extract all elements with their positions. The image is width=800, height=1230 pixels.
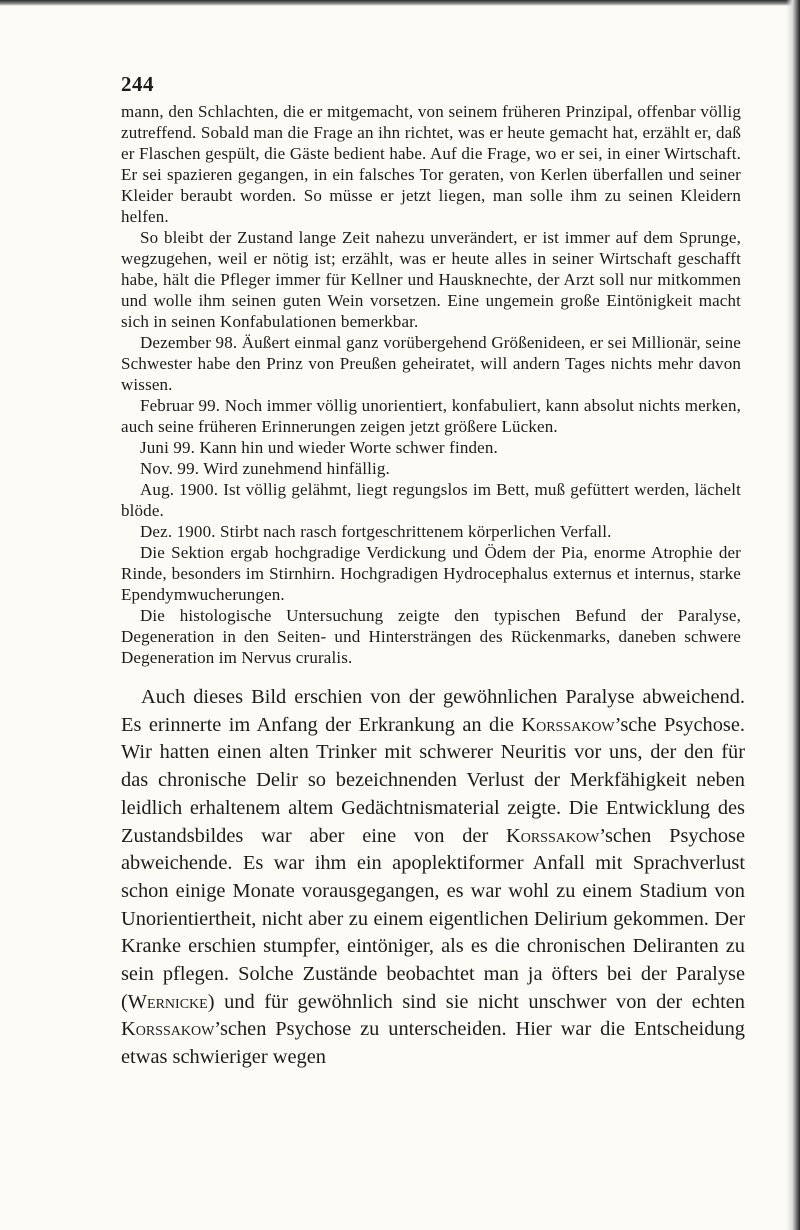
- paragraph: Die histologische Untersuchung zeigte den typischen Befund der Paralyse, Degeneration in den Seiten- und Hintersträngen des Rückenmarks, daneben schwere Degeneration im Nervus cruralis.: [121, 606, 741, 667]
- paragraph: Februar 99. Noch immer völlig unorientiert, konfabuliert, kann absolut nichts merken, auch seine früheren Erinnerungen zeigen jetzt größere Lücken.: [121, 396, 741, 436]
- author-name: Korssakow: [521, 713, 615, 736]
- paragraph: Dezember 98. Äußert einmal ganz vorübergehend Größenideen, er sei Millionär, seine Schwester habe den Prinz von Preußen geheiratet, will andern Tages nichts mehr davon wissen.: [121, 333, 741, 394]
- paragraph: Juni 99. Kann hin und wieder Worte schwer finden.: [140, 438, 498, 457]
- page-number: 244: [121, 72, 154, 96]
- paragraph: So bleibt der Zustand lange Zeit nahezu unverändert, er ist immer auf dem Sprunge, wegzugehen, weil er nötig ist; erzählt, was er heute alles in seiner Wirtschaft geschafft habe, hält die Pfleger immer für Kellner und Hausknechte, der Arzt soll nur mitkommen und wolle ihm seinen guten Wein vorsetzen. Eine ungemein große Eintönigkeit macht sich in seinen Konfabulationen bemerkbar.: [121, 228, 741, 331]
- page-top-shadow: [0, 0, 800, 6]
- text-run: Auch dieses Bild erschien von der gewöhnlichen Paralyse abweichend. Es erinnerte im Anfang der Erkrankung an die: [121, 686, 745, 736]
- text-run: ’schen Psychose zu unterscheiden. Hier war die Entscheidung etwas schwieriger wegen: [121, 1018, 745, 1069]
- text-run: ) und für gewöhnlich sind sie nicht unschwer von der echten: [207, 990, 745, 1013]
- page-right-shadow: [786, 0, 800, 1230]
- case-history-text: [121, 101, 741, 668]
- paragraph: Die Sektion ergab hochgradige Verdickung und Ödem der Pia, enorme Atrophie der Rinde, besonders im Stirnhirn. Hochgradigen Hydrocephalus externus et internus, starke Ependymwucherungen.: [121, 543, 741, 604]
- paragraph: Nov. 99. Wird zunehmend hinfällig.: [140, 459, 390, 478]
- paragraph: mann, den Schlachten, die er mitgemacht, von seinem früheren Prinzipal, offenbar völlig zutreffend. Sobald man die Frage an ihn richtet, was er heute gemacht hat, erzählt er, daß er Flaschen gespült, die Gäste bedient habe. Auf die Frage, wo er sei, in einer Wirtschaft. Er sei spazieren gegangen, in ein falsches Tor geraten, von Kerlen überfallen und seiner Kleider beraubt worden. So müsse er jetzt liegen, man solle ihm zu seinen Kleidern helfen.: [121, 102, 741, 226]
- author-name: Korssakow: [505, 824, 600, 847]
- text-run: ’schen Psychose abweichende. Es war ihm ein apoplektiformer Anfall mit Sprachverlust schon einige Monate vorausgegangen, es war wohl zu einem Stadium von Unorientiertheit, nicht aber zu einem eigentlichen Delirium gekommen. Der Kranke erschien stumpfer, eintöniger, als es die chronischen Deliranten zu sein pflegen. Solche Zustände beobachtet man ja öfters bei der Paralyse (: [121, 824, 746, 1013]
- paragraph: Dez. 1900. Stirbt nach rasch fortgeschrittenem körperlichen Verfall.: [140, 522, 612, 541]
- discussion-paragraph: [121, 684, 745, 1072]
- text-run: ’sche Psychose. Wir hatten einen alten Trinker mit schwerer Neuritis vor uns, der den für das chronische Delir so bezeichnenden Verlust der Merkfähigkeit neben leidlich erhaltenem altem Gedächtnismaterial zeigte. Die Entwicklung des Zustandsbildes war aber eine von der: [121, 713, 745, 847]
- author-name: Korssakow: [121, 1018, 215, 1041]
- discussion-text: [121, 684, 745, 1072]
- author-name: Wernicke: [127, 990, 208, 1013]
- paragraph: Aug. 1900. Ist völlig gelähmt, liegt regungslos im Bett, muß gefüttert werden, lächelt blöde.: [121, 480, 741, 520]
